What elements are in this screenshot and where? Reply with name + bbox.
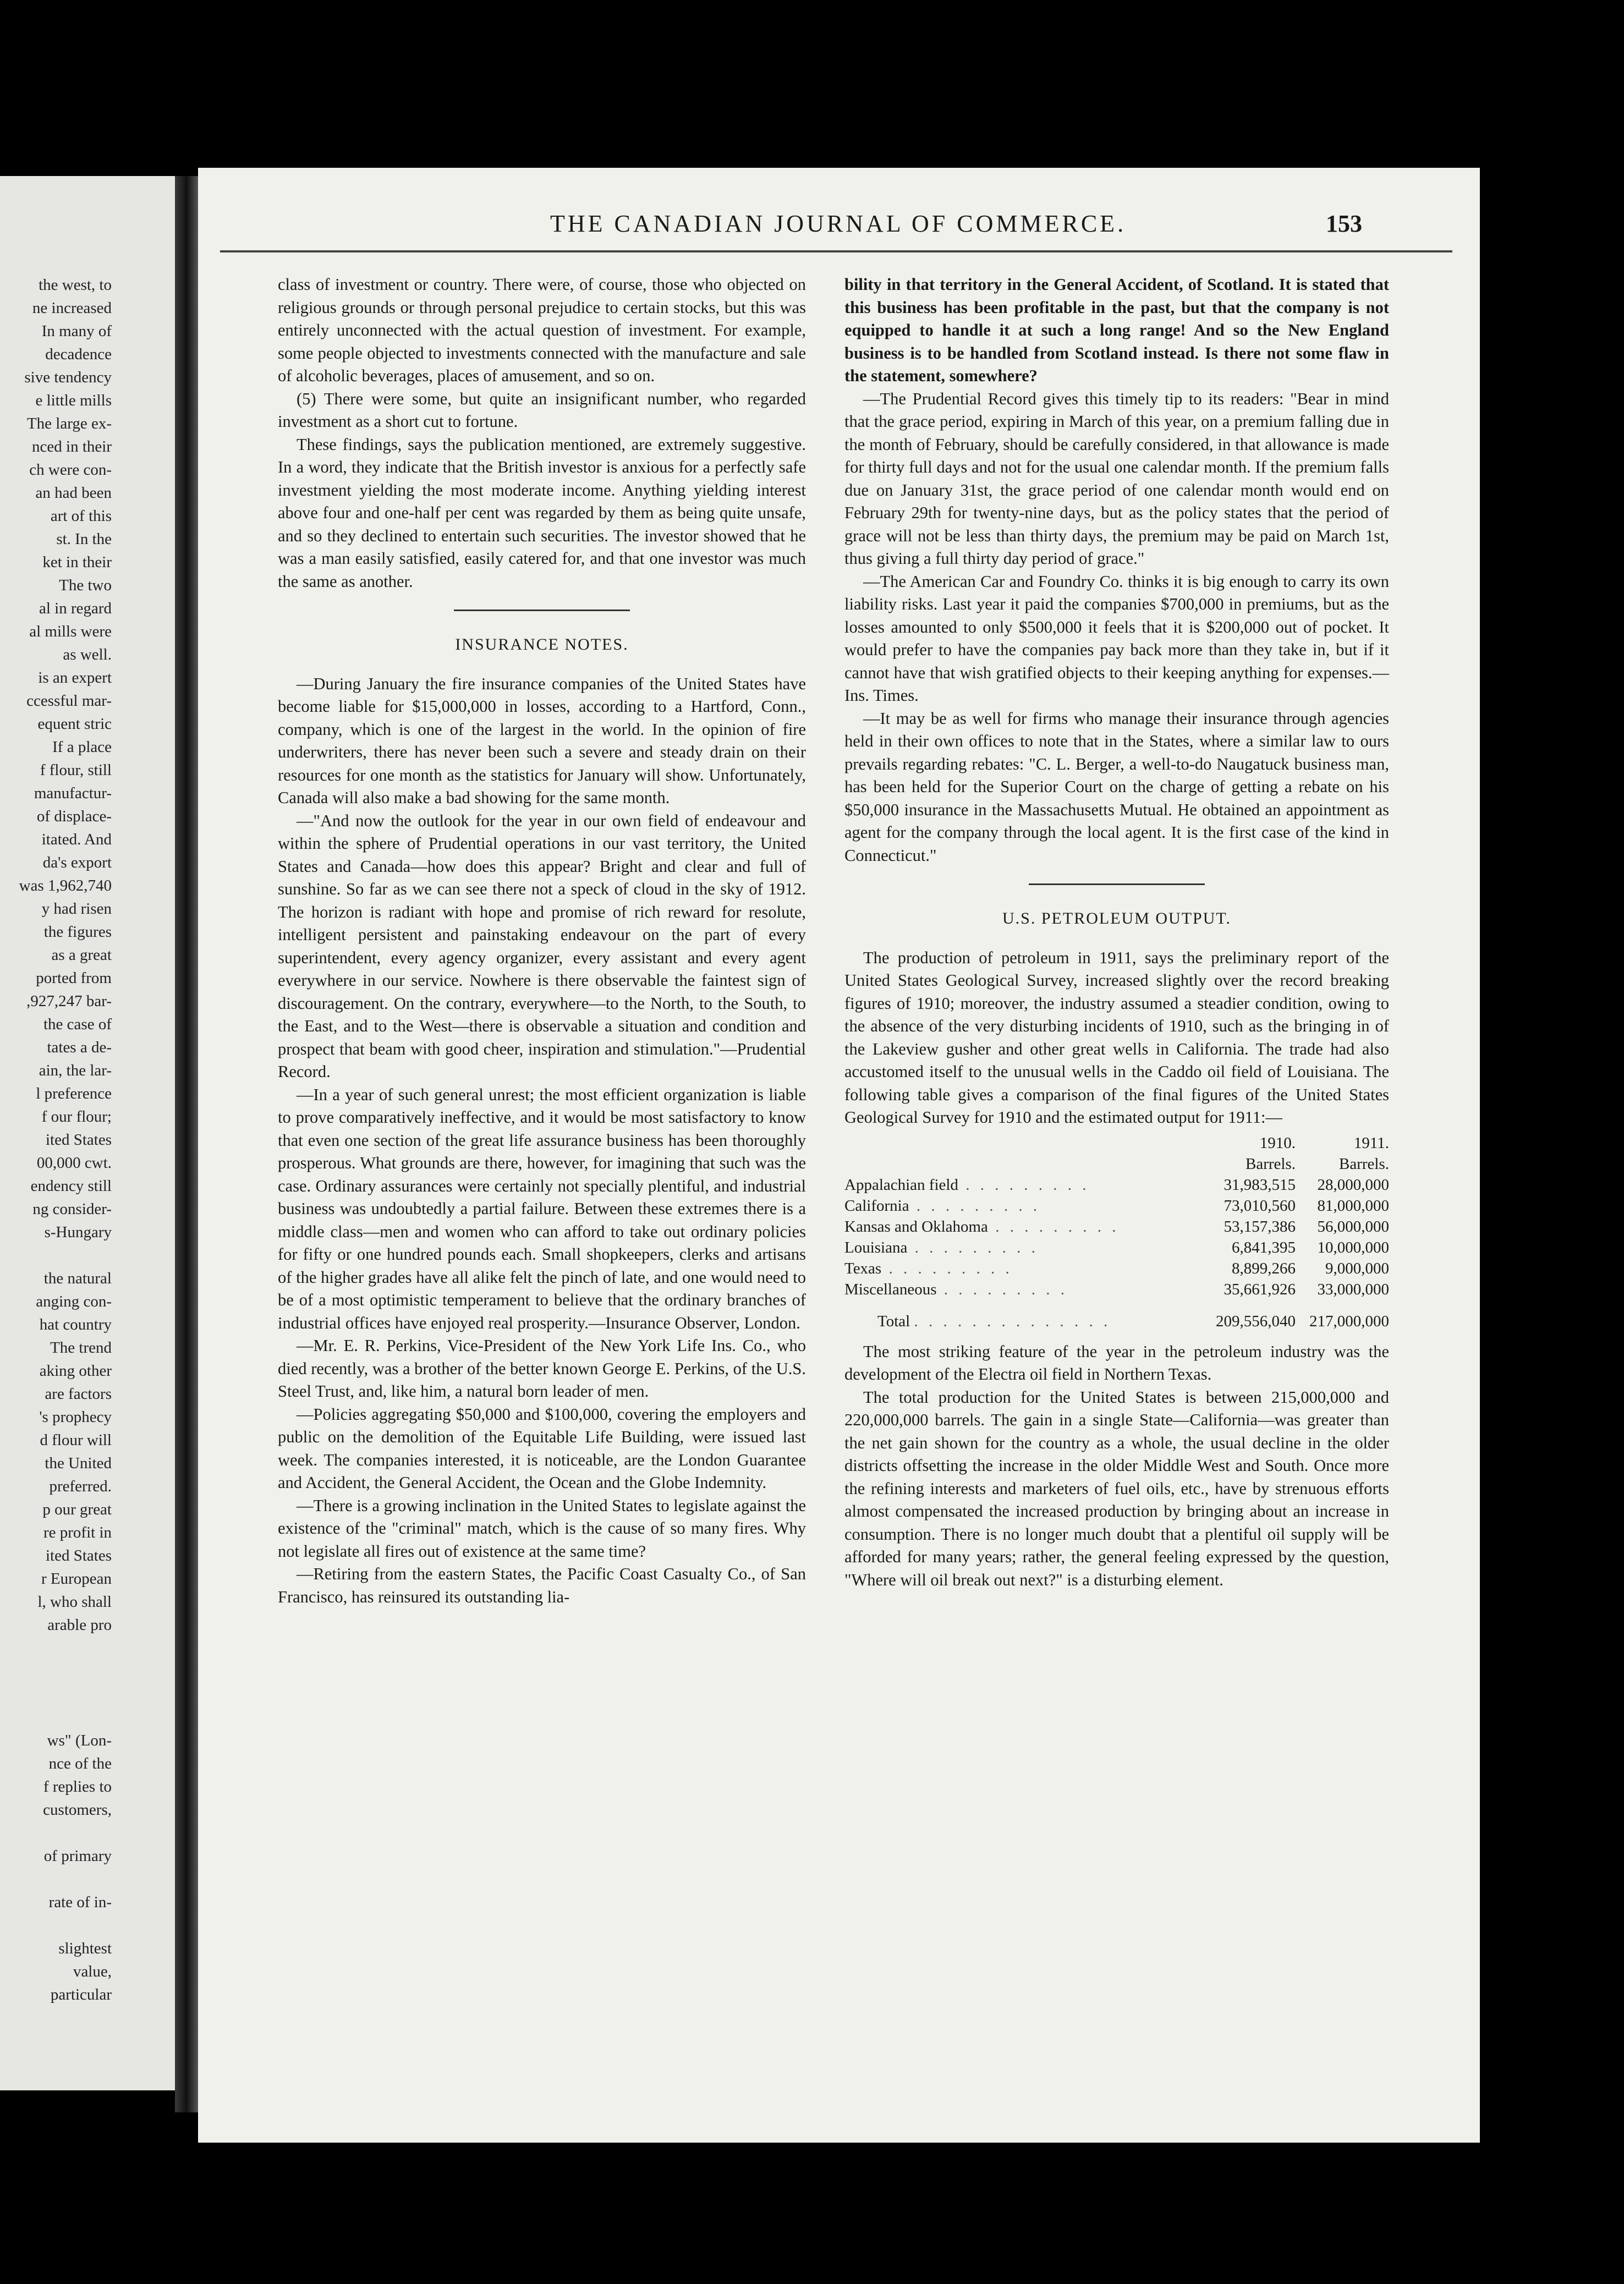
total-label: Total (877, 1312, 910, 1330)
news-item: —Policies aggregating $50,000 and $100,000, covering the employers and public on the demolition of the Equitable Life Building, were issued last week. The companies interested, it is noticeable, are the London Guarantee and Accident, the General Accident, the Ocean and the Globe Indemnity. (278, 1404, 806, 1492)
fragment-line: st. In the (56, 530, 112, 548)
article-paragraph: (5) There were some, but quite an insignificant number, who regarded investment as a short cut to fortune. (278, 389, 806, 431)
field-name: Louisiana (844, 1238, 908, 1256)
fragment-line: particular (50, 1986, 112, 2003)
page-gutter (175, 176, 198, 2112)
dot-leader: . . . . . . . . . (936, 1280, 1068, 1298)
section-divider (454, 610, 630, 611)
fragment-line: equent stric (37, 715, 112, 733)
right-column (844, 273, 1389, 1591)
table-row (844, 1237, 1389, 1258)
petroleum-table (844, 1133, 1389, 1332)
fragment-line: sive tendency (24, 369, 112, 386)
fragment-line: s-Hungary (44, 1223, 112, 1241)
fragment-line: hat country (39, 1316, 112, 1333)
dot-leader: . . . . . . . . . (907, 1238, 1039, 1256)
fragment-line: is an expert (38, 669, 112, 687)
fragment-line: the figures (43, 923, 112, 941)
fragment-line: are factors (45, 1385, 112, 1403)
fragment-line: the west, to (39, 276, 112, 294)
field-name: Texas (844, 1259, 882, 1277)
fragment-line: preferred. (49, 1478, 112, 1495)
dot-leader: . . . . . . . . . (987, 1217, 1120, 1236)
fragment-line: ,927,247 bar- (26, 992, 112, 1010)
fragment-line: manufactur- (34, 784, 112, 802)
left-column (278, 273, 806, 1608)
news-item: —Mr. E. R. Perkins, Vice-President of the New York Life Ins. Co., who died recently, was a brother of the better known George E. Perkins, of the U.S. Steel Trust, and, like him, a natural born leader of men. (278, 1336, 806, 1401)
total-1911: 217,000,000 (1309, 1312, 1389, 1330)
field-name: Miscellaneous (844, 1280, 937, 1298)
news-item: —The American Car and Foundry Co. thinks it is big enough to carry its own liability risks. Last year it paid the companies $700,000 in premiums, but as the losses amounted to only $500,000 it feels that it is $200,000 out of pocket. It would prefer to have the companies pay back more than they take in, but if it cannot have that wish gratified objects to their keeping anything for expenses.—Ins. Times. (844, 572, 1389, 705)
fragment-line: slightest (58, 1940, 112, 1957)
dot-leader: . . . . . . . . . (909, 1196, 1041, 1215)
value-1910: 35,661,926 (1224, 1280, 1296, 1298)
column-header: 1910. (1259, 1134, 1296, 1152)
value-1911: 33,000,000 (1317, 1280, 1389, 1298)
news-item: —"And now the outlook for the year in our own field of endeavour and within the sphere of Prudential operations in our vast territory, the United States and Canada—how does this appear? Bright and clear and full of sunshine. So far as we can see there not a speck of cloud in the sky of 1912. The horizon is radiant with hope and promise of rich reward for resolute, intelligent persistent and painstaking endeavour on the part of every superintendent, every agency organizer, every assistant and every agent everywhere in our service. Nowhere is there observable the faintest sign of discouragement. On the contrary, everywhere—to the North, to the South, to the East, and to the West—there is observable a situation and condition and prospect that beam with good cheer, inspiration and stimulation."—Prudential Record. (278, 811, 806, 1081)
total-1910: 209,556,040 (1216, 1312, 1296, 1330)
fragment-line: The two (59, 577, 112, 594)
news-item: —There is a growing inclination in the United States to legislate against the existence of the "criminal" match, which is the cause of so many fires. Why not legislate all fires out of existence at the same time? (278, 1496, 806, 1561)
fragment-line: p our great (42, 1501, 112, 1518)
fragment-line: endency still (30, 1177, 112, 1195)
fragment-line: nced in their (32, 438, 112, 455)
fragment-line: arable pro (47, 1616, 112, 1634)
news-item: —During January the fire insurance companies of the United States have become liable for $15,000,000 in losses, according to a Hartford, Conn., company, which is one of the largest in the world. In the opinion of fire underwriters, there has never been such a severe and steady drain on their resources for one month as the statistics for January will show. Unfortunately, Canada will also make a bad showing for the same month. (278, 674, 806, 807)
fragment-line: 's prophecy (39, 1408, 112, 1426)
fragment-line: ported from (36, 969, 112, 987)
fragment-line: f flour, still (40, 761, 112, 779)
value-1911: 28,000,000 (1317, 1176, 1389, 1194)
value-1910: 31,983,515 (1224, 1176, 1296, 1194)
table-row (844, 1279, 1389, 1300)
fragment-line: ng consider- (32, 1200, 112, 1218)
fragment-line: al mills were (29, 623, 112, 640)
value-1911: 9,000,000 (1325, 1259, 1389, 1277)
fragment-line: ited States (45, 1131, 112, 1149)
fragment-line: an had been (35, 484, 112, 502)
field-name: Kansas and Oklahoma (844, 1217, 988, 1236)
header-rule (220, 250, 1452, 252)
table-row (844, 1174, 1389, 1195)
section-heading: U.S. PETROLEUM OUTPUT. (1002, 909, 1231, 927)
fragment-line: ket in their (42, 553, 112, 571)
fragment-line: 00,000 cwt. (36, 1154, 112, 1172)
fragment-line: y had risen (41, 900, 112, 918)
table-row (844, 1216, 1389, 1237)
fragment-line: ch were con- (29, 461, 112, 479)
section-divider (1029, 883, 1205, 885)
fragment-line: was 1,962,740 (19, 877, 112, 894)
fragment-line: In many of (41, 322, 112, 340)
column-unit: Barrels. (1246, 1155, 1296, 1173)
continued-paragraph: bility in that territory in the General Accident, of Scotland. It is stated that this business has been profitable in the past, but that the company is not equipped to handle it at such a long range! And so the New England business is to be handled from Scotland instead. Is there not some flaw in the statement, somewhere? (844, 275, 1389, 385)
fragment-line: rate of in- (48, 1893, 112, 1911)
fragment-line: e little mills (35, 392, 112, 409)
column-header: 1911. (1353, 1134, 1389, 1152)
news-item: —In a year of such general unrest; the most efficient organization is liable to prove comparatively ineffective, and it would be most satisfactory to know that even one section of the great life assurance business has been thoroughly prosperous. What grounds are there, however, for imagining that such was the case. Ordinary assurances were certainly not specially plentiful, and industrial business was undoubtedly a partial failure. Between these extremes there is a middle class—men and women who can afford to take out ordinary policies for fifty or one hundred pounds each. Small shopkeepers, clerks and artisans of the higher grades have all alike felt the pinch of late, and one would need to be of a most optimistic temperament to believe that the ordinary branches of industrial offices have enjoyed real prosperity.—Insurance Observer, London. (278, 1085, 806, 1332)
fragment-line: l, who shall (37, 1593, 112, 1611)
column-unit: Barrels. (1339, 1155, 1389, 1173)
fragment-line: f replies to (43, 1778, 112, 1796)
dot-leader: . . . . . . . . . (958, 1176, 1090, 1194)
fragment-line: aking other (39, 1362, 112, 1380)
value-1911: 56,000,000 (1317, 1217, 1389, 1236)
table-header-row (844, 1133, 1389, 1154)
fragment-line: itated. And (41, 831, 112, 848)
fragment-line: r European (41, 1570, 112, 1588)
fragment-line: of primary (43, 1847, 112, 1865)
field-name: Appalachian field (844, 1176, 958, 1194)
table-total-row (844, 1300, 1389, 1332)
value-1910: 73,010,560 (1224, 1196, 1296, 1215)
article-paragraph: class of investment or country. There were, of course, those who objected on religious grounds or through personal prejudice to certain stocks, but this was entirely unconnected with the actual question of investment. For example, some people objected to investments connected with the manufacture and sale of alcoholic beverages, places of amusement, and so on. (278, 275, 806, 385)
fragment-line: ccessful mar- (26, 692, 112, 710)
fragment-line: the United (45, 1454, 112, 1472)
fragment-line: decadence (45, 345, 112, 363)
dot-leader: . . . . . . . . . (881, 1259, 1013, 1277)
running-header (198, 210, 1480, 243)
fragment-line: al in regard (39, 600, 112, 617)
scan-border (1480, 168, 1624, 2148)
news-item: —The Prudential Record gives this timely tip to its readers: "Bear in mind that the grace period, expiring in March of this year, on a premium falling due in the month of February, should be carefully considered, in that allowance is made for thirty full days and not for the usual one calendar month. If the premium falls due on January 31st, the grace period of one calendar month would end on February 29th for twenty-nine days, but as the policy states that the period of grace will not be less than thirty days, the premium may be paid on March 1st, thus giving a full thirty day period of grace." (844, 389, 1389, 568)
fragment-line: nce of the (48, 1755, 112, 1772)
fragment-line: tates a de- (47, 1039, 112, 1056)
article-paragraph: The most striking feature of the year in the petroleum industry was the development of the Electra oil field in Northern Texas. (844, 1342, 1389, 1383)
value-1911: 81,000,000 (1317, 1196, 1389, 1215)
fragment-line: the case of (43, 1015, 112, 1033)
fragment-line: The large ex- (26, 415, 112, 432)
value-1910: 8,899,266 (1232, 1259, 1296, 1277)
article-paragraph: The production of petroleum in 1911, says the preliminary report of the United States Geological Survey, increased slightly over the record breaking figures of 1910; moreover, the industry assumed a steadier condition, owing to the absence of the very disturbing incidents of 1910, such as the bringing in of the Lakeview gusher and other great wells in California. The trade had also accustomed itself to the unusual wells in the Caddo oil field of Louisiana. The following table gives a comparison of the final figures of the United States Geological Survey for 1910 and the estimated output for 1911:— (844, 948, 1389, 1127)
fragment-line: re profit in (43, 1524, 112, 1541)
fragment-line: value, (73, 1963, 112, 1980)
fragment-line: If a place (52, 738, 112, 756)
journal-title: THE CANADIAN JOURNAL OF COMMERCE. (550, 210, 1127, 237)
fragment-line: f our flour; (41, 1108, 112, 1125)
value-1911: 10,000,000 (1317, 1238, 1389, 1256)
fragment-line: as a great (51, 946, 112, 964)
fragment-line: customers, (43, 1801, 112, 1819)
fragment-line: anging con- (36, 1293, 112, 1310)
page-number: 153 (1326, 210, 1362, 237)
value-1910: 53,157,386 (1224, 1217, 1296, 1236)
fragment-line: ain, the lar- (39, 1062, 112, 1079)
fragment-line: l preference (36, 1085, 112, 1102)
fragment-line: ne increased (32, 299, 112, 317)
news-item: —It may be as well for firms who manage their insurance through agencies held in their own offices to note that in the States, where a similar law to ours prevails regarding rebates: "C. L. Berger, a well-to-do Naugatuck business man, has been held for the Superior Court on the charge of getting a rebate on his $50,000 insurance in the Massachusetts Mutual. He obtained an appointment as agent for the company through the local agent. It is the first case of the kind in Connecticut." (844, 709, 1389, 865)
fragment-line: d flour will (40, 1431, 112, 1449)
fragment-line: the natural (43, 1270, 112, 1287)
article-paragraph: These findings, says the publication mentioned, are extremely suggestive. In a word, they indicate that the British investor is anxious for a perfectly safe investment yielding the most moderate income. Anything yielding interest above four and one-half per cent was regarded by them as being quite unsafe, and so they declined to entertain such securities. The investor showed that he was a man easily satisfied, easily catered for, and that one investor was much the same as another. (278, 435, 806, 591)
fragment-line: as well. (63, 646, 112, 663)
section-heading: INSURANCE NOTES. (455, 635, 629, 654)
table-header-row (844, 1154, 1389, 1174)
fragment-line: ws" (Lon- (47, 1732, 112, 1749)
facing-page-fragment (0, 176, 175, 2090)
value-1910: 6,841,395 (1232, 1238, 1296, 1256)
field-name: California (844, 1196, 909, 1215)
dot-leader: . . . . . . . . . . . . . . (914, 1312, 1111, 1330)
fragment-line: art of this (50, 507, 112, 525)
journal-page (198, 168, 1480, 2143)
table-row (844, 1195, 1389, 1216)
fragment-line: The trend (50, 1339, 112, 1357)
table-row (844, 1258, 1389, 1279)
news-item: —Retiring from the eastern States, the Pacific Coast Casualty Co., of San Francisco, has reinsured its outstanding lia- (278, 1564, 806, 1606)
article-paragraph: The total production for the United States is between 215,000,000 and 220,000,000 barrels. The gain in a single State—California—was greater than the net gain shown for the country as a whole, the usual decline in the older districts offsetting the increase in the older Middle West and South. Once more the refining interests and marketers of fuel oils, etc., have by strenuous efforts almost compensated the increased production by bringing about an increase in consumption. There is no longer much doubt that a plentiful oil supply will be afforded for many years; rather, the general feeling expressed by the question, "Where will oil break out next?" is a disturbing element. (844, 1387, 1389, 1589)
fragment-line: of displace- (36, 808, 112, 825)
fragment-line: da's export (42, 854, 112, 871)
fragment-line: ited States (45, 1547, 112, 1564)
